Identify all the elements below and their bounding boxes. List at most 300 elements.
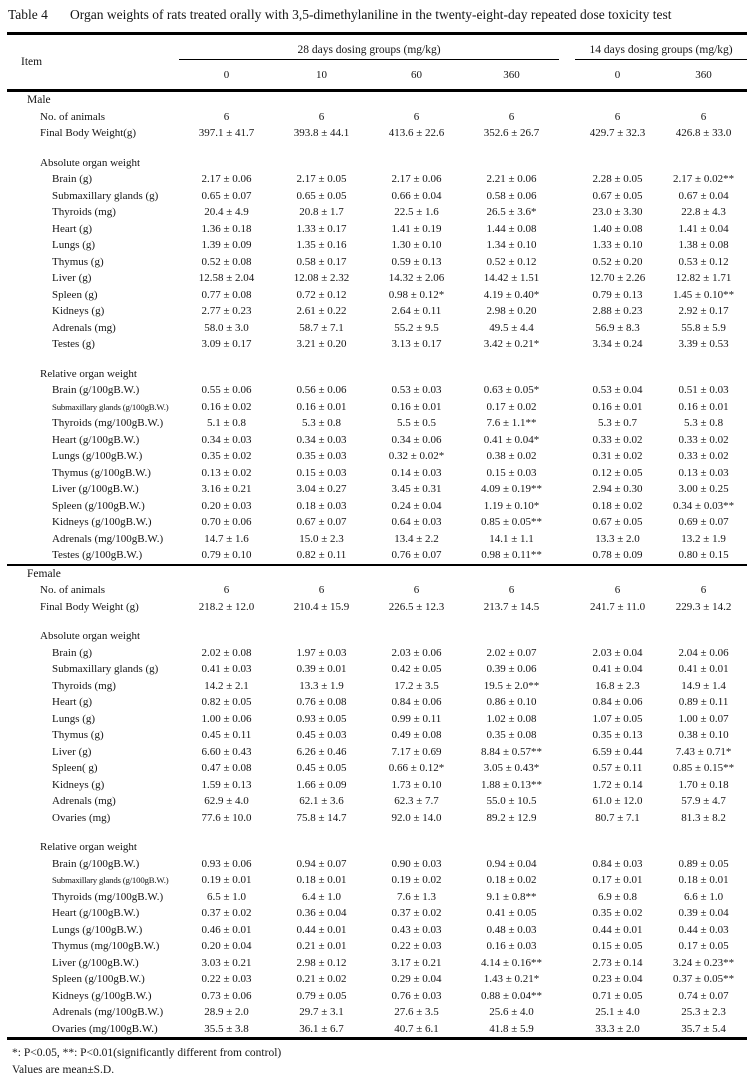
group-28-days-header: 28 days dosing groups (mg/kg): [179, 34, 559, 60]
row-label: No. of animals: [40, 110, 106, 123]
subheader-label: Absolute organ weight: [40, 630, 141, 643]
table-caption: Organ weights of rats treated orally with 3,5-dimethylaniline in the twenty-eight-day repeated dose toxicity test: [70, 7, 672, 22]
gap-cell: [559, 955, 575, 972]
value-cell: 1.02 ± 0.08: [486, 712, 537, 725]
group-14-days-header: 14 days dosing groups (mg/kg): [575, 34, 747, 60]
value-cell: 1.00 ± 0.06: [201, 712, 252, 725]
value-cell: 6: [700, 584, 707, 597]
dose-column-header: 0: [223, 68, 230, 81]
table-row: [7, 810, 747, 827]
gap-cell: [559, 547, 575, 565]
row-label: Submaxillary glands (g): [52, 189, 159, 202]
row-label: Final Body Weight(g): [40, 127, 137, 140]
value-cell: 1.44 ± 0.08: [486, 222, 537, 235]
value-cell: 29.7 ± 3.1: [299, 1006, 344, 1019]
table-row: [7, 237, 747, 254]
value-cell: 2.88 ± 0.23: [592, 305, 643, 318]
row-label: Brain (g): [52, 646, 93, 659]
value-cell: 0.17 ± 0.01: [592, 874, 643, 887]
row-label: Heart (g/100gB.W.): [52, 907, 140, 920]
value-cell: 0.52 ± 0.12: [486, 255, 537, 268]
value-cell: 0.16 ± 0.02: [201, 400, 252, 413]
value-cell: 0.18 ± 0.02: [592, 499, 643, 512]
value-cell: 0.78 ± 0.09: [592, 549, 643, 562]
value-cell: 6.26 ± 0.46: [296, 745, 347, 758]
spacer-cell: [7, 615, 747, 628]
value-cell: 0.18 ± 0.03: [296, 499, 347, 512]
gap-cell: [559, 582, 575, 599]
value-cell: 2.94 ± 0.30: [592, 483, 643, 496]
row-label: Testes (g/100gB.W.): [52, 549, 143, 562]
row-label: Spleen( g): [52, 762, 98, 775]
value-cell: 0.41 ± 0.04: [592, 663, 643, 676]
value-cell: 2.28 ± 0.05: [592, 173, 643, 186]
value-cell: 3.04 ± 0.27: [296, 483, 347, 496]
value-cell: 62.9 ± 4.0: [204, 795, 249, 808]
row-label: Testes (g): [52, 338, 95, 351]
row-label: Liver (g): [52, 272, 92, 285]
gap-cell: [559, 270, 575, 287]
value-cell: 6: [223, 110, 230, 123]
value-cell: 0.45 ± 0.11: [201, 729, 252, 742]
gap-cell: [559, 382, 575, 399]
value-cell: 1.07 ± 0.05: [592, 712, 643, 725]
value-cell: 56.9 ± 8.3: [595, 321, 640, 334]
value-cell: 226.5 ± 12.3: [388, 600, 445, 613]
value-cell: 2.92 ± 0.17: [678, 305, 729, 318]
table-title: [8, 7, 746, 23]
value-cell: 0.35 ± 0.08: [486, 729, 537, 742]
value-cell: 14.32 ± 2.06: [388, 272, 445, 285]
row-label: Lungs (g/100gB.W.): [52, 450, 143, 463]
table-row: [7, 547, 747, 565]
row-label: Kidneys (g): [52, 305, 105, 318]
value-cell: 0.16 ± 0.01: [678, 400, 729, 413]
value-cell: 0.15 ± 0.05: [592, 940, 643, 953]
value-cell: 0.66 ± 0.04: [391, 189, 442, 202]
value-cell: 0.20 ± 0.04: [201, 940, 252, 953]
value-cell: 2.73 ± 0.14: [592, 956, 643, 969]
value-cell: 0.37 ± 0.05**: [673, 973, 735, 986]
row-label: Thyroids (mg): [52, 206, 116, 219]
gap-cell: [559, 254, 575, 271]
value-cell: 0.82 ± 0.11: [296, 549, 347, 562]
table-row: [7, 661, 747, 678]
value-cell: 0.16 ± 0.01: [391, 400, 442, 413]
gap-cell: [559, 303, 575, 320]
value-cell: 25.1 ± 4.0: [595, 1006, 640, 1019]
value-cell: 3.05 ± 0.43*: [483, 762, 540, 775]
value-cell: 0.34 ± 0.03: [296, 433, 347, 446]
value-cell: 0.55 ± 0.06: [201, 384, 252, 397]
gap-cell: [559, 237, 575, 254]
gap-cell: [559, 856, 575, 873]
value-cell: 0.38 ± 0.10: [678, 729, 729, 742]
table-row: [7, 955, 747, 972]
section-label: Female: [27, 567, 61, 580]
value-cell: 6: [508, 584, 515, 597]
value-cell: 0.48 ± 0.03: [486, 923, 537, 936]
value-cell: 5.3 ± 0.8: [684, 417, 724, 430]
gap-cell: [559, 1004, 575, 1021]
gap-cell: [559, 171, 575, 188]
table-row: [7, 1004, 747, 1021]
value-cell: 0.47 ± 0.08: [201, 762, 252, 775]
organ-weights-table: [7, 32, 747, 1040]
value-cell: 58.0 ± 3.0: [204, 321, 249, 334]
row-label: Liver (g/100gB.W.): [52, 483, 139, 496]
value-cell: 0.71 ± 0.05: [592, 989, 643, 1002]
value-cell: 0.13 ± 0.02: [201, 466, 252, 479]
value-cell: 1.73 ± 0.10: [391, 778, 442, 791]
value-cell: 2.17 ± 0.02**: [673, 173, 735, 186]
value-cell: 0.79 ± 0.05: [296, 989, 347, 1002]
value-cell: 36.1 ± 6.7: [299, 1022, 344, 1035]
value-cell: 6.4 ± 1.0: [301, 890, 342, 903]
value-cell: 0.43 ± 0.03: [391, 923, 442, 936]
table-row: [7, 922, 747, 939]
value-cell: 0.53 ± 0.03: [391, 384, 442, 397]
value-cell: 0.35 ± 0.02: [201, 450, 252, 463]
gap-cell: [559, 938, 575, 955]
gap-cell: [559, 793, 575, 810]
value-cell: 3.45 ± 0.31: [391, 483, 442, 496]
value-cell: 1.70 ± 0.18: [678, 778, 729, 791]
value-cell: 229.3 ± 14.2: [675, 600, 732, 613]
value-cell: 7.17 ± 0.69: [391, 745, 442, 758]
value-cell: 12.70 ± 2.26: [589, 272, 646, 285]
table-row: [7, 971, 747, 988]
value-cell: 25.3 ± 2.3: [681, 1006, 726, 1019]
value-cell: 57.9 ± 4.7: [681, 795, 726, 808]
table-row: [7, 432, 747, 449]
value-cell: 14.9 ± 1.4: [681, 679, 726, 692]
gap-cell: [559, 204, 575, 221]
gap-cell: [559, 810, 575, 827]
table-row: [7, 448, 747, 465]
spacer-cell: [7, 142, 747, 155]
value-cell: 0.76 ± 0.07: [391, 549, 442, 562]
value-cell: 9.1 ± 0.8**: [486, 890, 537, 903]
value-cell: 0.76 ± 0.08: [296, 696, 347, 709]
value-cell: 1.34 ± 0.10: [486, 239, 537, 252]
value-cell: 1.30 ± 0.10: [391, 239, 442, 252]
gap-cell: [559, 661, 575, 678]
value-cell: 0.16 ± 0.01: [592, 400, 643, 413]
dose-column-header: 360: [695, 68, 712, 81]
table-row: [7, 465, 747, 482]
value-cell: 0.58 ± 0.06: [486, 189, 537, 202]
value-cell: 15.0 ± 2.3: [299, 532, 344, 545]
value-cell: 13.2 ± 1.9: [681, 532, 726, 545]
value-cell: 2.64 ± 0.11: [391, 305, 442, 318]
subheader-row: [7, 839, 747, 856]
value-cell: 33.3 ± 2.0: [595, 1022, 640, 1035]
value-cell: 13.4 ± 2.2: [394, 532, 439, 545]
value-cell: 0.58 ± 0.17: [296, 255, 347, 268]
value-cell: 8.84 ± 0.57**: [481, 745, 543, 758]
row-label: Thymus (g): [52, 255, 104, 268]
value-cell: 14.7 ± 1.6: [204, 532, 249, 545]
value-cell: 3.21 ± 0.20: [296, 338, 347, 351]
value-cell: 1.45 ± 0.10**: [673, 288, 735, 301]
value-cell: 0.41 ± 0.05: [486, 907, 537, 920]
row-label: Kidneys (g): [52, 778, 105, 791]
row-label: Spleen (g): [52, 288, 98, 301]
gap-cell: [559, 514, 575, 531]
value-cell: 397.1 ± 41.7: [198, 127, 255, 140]
table-row: [7, 109, 747, 126]
value-cell: 12.08 ± 2.32: [293, 272, 350, 285]
value-cell: 0.17 ± 0.02: [486, 400, 537, 413]
value-cell: 0.19 ± 0.02: [391, 874, 442, 887]
value-cell: 3.34 ± 0.24: [592, 338, 643, 351]
value-cell: 1.43 ± 0.21*: [483, 973, 540, 986]
value-cell: 0.52 ± 0.08: [201, 255, 252, 268]
row-label: Submaxillary glands (g/100gB.W.): [52, 401, 169, 412]
value-cell: 1.66 ± 0.09: [296, 778, 347, 791]
value-cell: 413.6 ± 22.6: [388, 127, 445, 140]
female-section: [7, 565, 747, 1039]
value-cell: 0.22 ± 0.03: [201, 973, 252, 986]
value-cell: 1.36 ± 0.18: [201, 222, 252, 235]
footnotes: [12, 1045, 746, 1078]
value-cell: 0.45 ± 0.03: [296, 729, 347, 742]
table-row: [7, 498, 747, 515]
value-cell: 13.3 ± 2.0: [595, 532, 640, 545]
table-row: [7, 204, 747, 221]
value-cell: 0.67 ± 0.04: [678, 189, 729, 202]
gap-cell: [559, 889, 575, 906]
value-cell: 89.2 ± 12.9: [486, 811, 537, 824]
value-cell: 2.03 ± 0.04: [592, 646, 643, 659]
subheader-row: [7, 155, 747, 172]
subheader-label: Relative organ weight: [40, 367, 137, 380]
value-cell: 0.13 ± 0.03: [678, 466, 729, 479]
row-label: Lungs (g): [52, 239, 96, 252]
gap-cell: [559, 711, 575, 728]
row-label: Thymus (g): [52, 729, 104, 742]
table-row: [7, 872, 747, 889]
gap-cell: [559, 599, 575, 616]
value-cell: 0.82 ± 0.05: [201, 696, 252, 709]
value-cell: 1.59 ± 0.13: [201, 778, 252, 791]
section-label: Male: [27, 94, 51, 107]
value-cell: 0.12 ± 0.05: [592, 466, 643, 479]
subheader-label: Relative organ weight: [40, 841, 137, 854]
value-cell: 2.03 ± 0.06: [391, 646, 442, 659]
value-cell: 0.41 ± 0.04*: [483, 433, 540, 446]
group-header-row: [7, 34, 747, 60]
row-label: Lungs (g/100gB.W.): [52, 923, 143, 936]
dose-column-header: 0: [614, 68, 621, 81]
table-row: [7, 905, 747, 922]
value-cell: 6: [614, 584, 621, 597]
value-cell: 4.19 ± 0.40*: [483, 288, 540, 301]
value-cell: 0.34 ± 0.03**: [673, 499, 735, 512]
gap-cell: [559, 448, 575, 465]
value-cell: 6: [318, 584, 325, 597]
value-cell: 2.98 ± 0.12: [296, 956, 347, 969]
value-cell: 1.33 ± 0.17: [296, 222, 347, 235]
value-cell: 7.43 ± 0.71*: [675, 745, 732, 758]
value-cell: 0.72 ± 0.12: [296, 288, 347, 301]
value-cell: 55.8 ± 5.9: [681, 321, 726, 334]
value-cell: 0.21 ± 0.01: [296, 940, 347, 953]
gap-cell: [559, 694, 575, 711]
value-cell: 55.0 ± 10.5: [486, 795, 537, 808]
value-cell: 0.49 ± 0.08: [391, 729, 442, 742]
value-cell: 0.79 ± 0.13: [592, 288, 643, 301]
value-cell: 0.64 ± 0.03: [391, 516, 442, 529]
table-row: [7, 188, 747, 205]
table-row: [7, 514, 747, 531]
value-cell: 3.17 ± 0.21: [391, 956, 442, 969]
row-label: Kidneys (g/100gB.W.): [52, 516, 152, 529]
gap-cell: [559, 760, 575, 777]
subheader-row: [7, 628, 747, 645]
value-cell: 0.85 ± 0.15**: [673, 762, 735, 775]
gap-cell: [559, 498, 575, 515]
row-label: Adrenals (mg): [52, 795, 116, 808]
value-cell: 0.31 ± 0.02: [592, 450, 643, 463]
value-cell: 0.22 ± 0.03: [391, 940, 442, 953]
value-cell: 61.0 ± 12.0: [592, 795, 643, 808]
row-label: Submaxillary glands (g/100gB.W.): [52, 875, 169, 886]
value-cell: 0.44 ± 0.01: [592, 923, 643, 936]
value-cell: 0.36 ± 0.04: [296, 907, 347, 920]
value-cell: 3.39 ± 0.53: [678, 338, 729, 351]
value-cell: 0.17 ± 0.05: [678, 940, 729, 953]
row-label: Spleen (g/100gB.W.): [52, 499, 145, 512]
value-cell: 6.5 ± 1.0: [206, 890, 247, 903]
value-cell: 0.66 ± 0.12*: [388, 762, 445, 775]
value-cell: 0.35 ± 0.03: [296, 450, 347, 463]
spacer-row: [7, 826, 747, 839]
value-cell: 7.6 ± 1.1**: [486, 417, 537, 430]
value-cell: 0.20 ± 0.03: [201, 499, 252, 512]
row-label: Brain (g): [52, 173, 93, 186]
gap-cell: [559, 221, 575, 238]
value-cell: 1.38 ± 0.08: [678, 239, 729, 252]
value-cell: 426.8 ± 33.0: [675, 127, 732, 140]
value-cell: 0.84 ± 0.06: [391, 696, 442, 709]
gap-cell: [559, 415, 575, 432]
value-cell: 0.79 ± 0.10: [201, 549, 252, 562]
table-row: [7, 336, 747, 353]
value-cell: 12.58 ± 2.04: [198, 272, 255, 285]
table-row: [7, 777, 747, 794]
row-label: Ovaries (mg/100gB.W.): [52, 1022, 158, 1035]
table-row: [7, 889, 747, 906]
value-cell: 1.40 ± 0.08: [592, 222, 643, 235]
row-label: Submaxillary glands (g): [52, 663, 159, 676]
gap-cell: [559, 465, 575, 482]
value-cell: 3.03 ± 0.21: [201, 956, 252, 969]
value-cell: 6: [508, 110, 515, 123]
subheader-row: [7, 366, 747, 383]
value-cell: 210.4 ± 15.9: [293, 600, 350, 613]
value-cell: 0.37 ± 0.02: [201, 907, 252, 920]
value-cell: 2.98 ± 0.20: [486, 305, 537, 318]
dose-column-header: 10: [316, 68, 327, 81]
mean-sd-footnote: Values are mean±S.D.: [12, 1063, 115, 1076]
table-row: [7, 320, 747, 337]
value-cell: 1.39 ± 0.09: [201, 239, 252, 252]
value-cell: 6.59 ± 0.44: [592, 745, 643, 758]
value-cell: 0.98 ± 0.12*: [388, 288, 445, 301]
value-cell: 22.8 ± 4.3: [681, 206, 726, 219]
table-row: [7, 856, 747, 873]
value-cell: 3.24 ± 0.23**: [673, 956, 735, 969]
value-cell: 0.35 ± 0.02: [592, 907, 643, 920]
section-label-row: [7, 565, 747, 583]
gap-cell: [559, 678, 575, 695]
table-number: Table 4: [8, 7, 48, 22]
value-cell: 92.0 ± 14.0: [391, 811, 442, 824]
value-cell: 2.02 ± 0.08: [201, 646, 252, 659]
table-row: [7, 481, 747, 498]
value-cell: 0.51 ± 0.03: [678, 384, 729, 397]
value-cell: 1.41 ± 0.19: [391, 222, 442, 235]
value-cell: 1.97 ± 0.03: [296, 646, 347, 659]
value-cell: 241.7 ± 11.0: [589, 600, 646, 613]
value-cell: 41.8 ± 5.9: [489, 1022, 534, 1035]
value-cell: 14.2 ± 2.1: [204, 679, 249, 692]
value-cell: 0.69 ± 0.07: [678, 516, 729, 529]
value-cell: 0.89 ± 0.11: [678, 696, 729, 709]
value-cell: 0.18 ± 0.01: [678, 874, 729, 887]
value-cell: 1.41 ± 0.04: [678, 222, 729, 235]
value-cell: 0.34 ± 0.03: [201, 433, 252, 446]
value-cell: 14.42 ± 1.51: [483, 272, 540, 285]
spacer-row: [7, 353, 747, 366]
value-cell: 0.76 ± 0.03: [391, 989, 442, 1002]
value-cell: 0.37 ± 0.02: [391, 907, 442, 920]
value-cell: 62.1 ± 3.6: [299, 795, 344, 808]
value-cell: 0.23 ± 0.04: [592, 973, 643, 986]
value-cell: 5.1 ± 0.8: [206, 417, 247, 430]
value-cell: 0.34 ± 0.06: [391, 433, 442, 446]
value-cell: 0.86 ± 0.10: [486, 696, 537, 709]
row-label: No. of animals: [40, 584, 106, 597]
gap-cell: [559, 777, 575, 794]
gap-cell: [559, 188, 575, 205]
value-cell: 0.39 ± 0.06: [486, 663, 537, 676]
gap-cell: [559, 399, 575, 416]
value-cell: 19.5 ± 2.0**: [483, 679, 540, 692]
row-label: Brain (g/100gB.W.): [52, 384, 140, 397]
gap-cell: [559, 109, 575, 126]
value-cell: 6: [614, 110, 621, 123]
value-cell: 0.33 ± 0.02: [678, 450, 729, 463]
value-cell: 1.00 ± 0.07: [678, 712, 729, 725]
value-cell: 3.42 ± 0.21*: [483, 338, 540, 351]
value-cell: 429.7 ± 32.3: [589, 127, 646, 140]
row-label: Thymus (g/100gB.W.): [52, 466, 151, 479]
row-label: Thyroids (mg): [52, 679, 116, 692]
value-cell: 0.93 ± 0.05: [296, 712, 347, 725]
table-row: [7, 599, 747, 616]
value-cell: 20.4 ± 4.9: [204, 206, 249, 219]
value-cell: 0.56 ± 0.06: [296, 384, 347, 397]
row-label: Brain (g/100gB.W.): [52, 857, 140, 870]
value-cell: 0.44 ± 0.03: [678, 923, 729, 936]
value-cell: 3.13 ± 0.17: [391, 338, 442, 351]
value-cell: 0.74 ± 0.07: [678, 989, 729, 1002]
value-cell: 13.3 ± 1.9: [299, 679, 344, 692]
value-cell: 28.9 ± 2.0: [204, 1006, 249, 1019]
